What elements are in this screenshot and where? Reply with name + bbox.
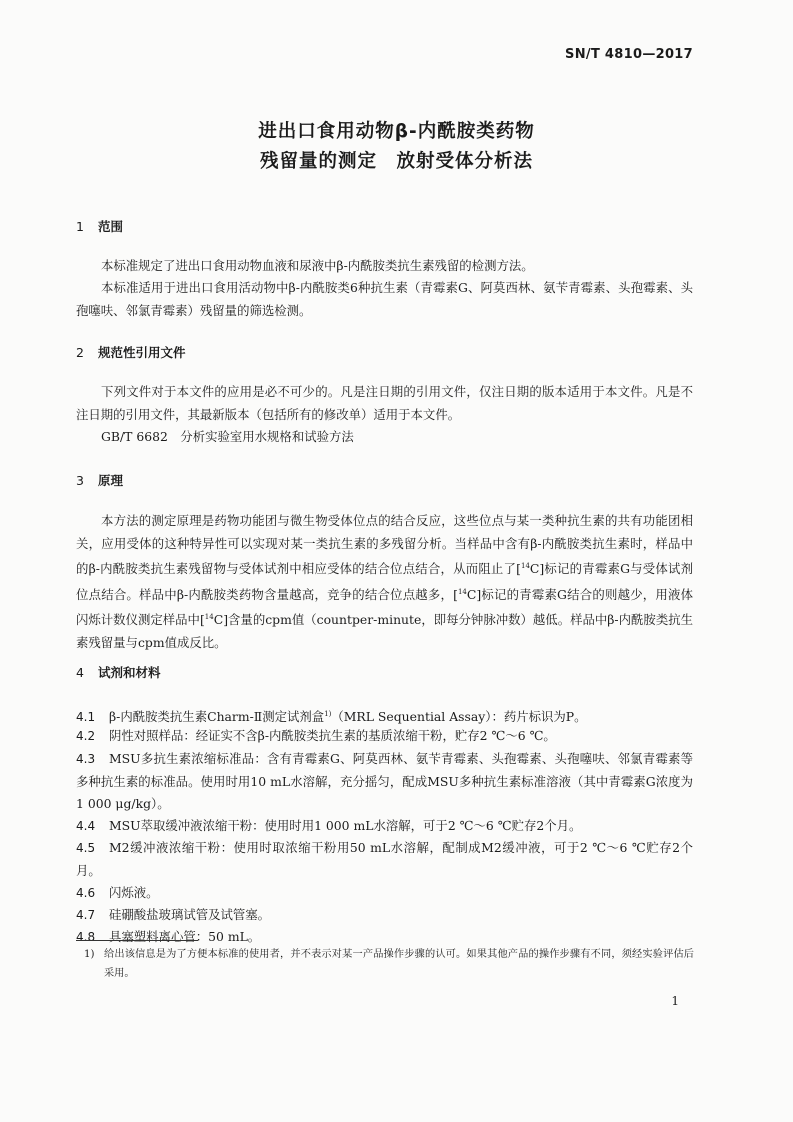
scope-paragraph-2: 本标准适用于进出口食用活动物中β-内酰胺类6种抗生素（青霉素G、阿莫西林、氨苄青霉素、头孢霉素、头孢噻呋、邻氯青霉素）残留量的筛选检测。 [76,280,693,318]
section-number: 4 [76,665,84,680]
reagent-item-4-8: 4.8 具塞塑料离心管：50 mL。 [76,929,261,944]
reagent-item-4-2: 4.2 阴性对照样品：经证实不含β-内酰胺类抗生素的基质浓缩干粉，贮存2 ℃～6 ℃。 [76,728,556,743]
scope-paragraph-1: 本标准规定了进出口食用动物血液和尿液中β-内酰胺类抗生素残留的检测方法。 [101,258,534,273]
reagent-item-4-7: 4.7 硅硼酸盐玻璃试管及试管塞。 [76,907,271,922]
principle-paragraph: 本方法的测定原理是药物功能团与微生物受体位点的结合反应，这些位点与某一类种抗生素的共有功能团相关，应用受体的这种特异性可以实现对某一类抗生素的多残留分析。当样品中含有β-内酰胺类抗生素时，样品中的β-内酰胺类抗生素残留物与受体试剂中相应受体的结合位点结合，从而阻止了[$^{14}$C]标记的青霉素G与受体试剂位点结合。样品中β-内酰胺类药物含量越高，竞争的结合位点越多，[$^{14}$C]标记的青霉素G结合的则越少，用液体闪烁计数仪测定样品中[$^{14}$C]含量的cpm值（countper-minute，即每分钟脉冲数）越低。样品中β-内酰胺类抗生素残留量与cpm值成反比。 [76,513,694,650]
section-2-heading [76,343,186,361]
reagent-item-4-3: 4.3 MSU多抗生素浓缩标准品：含有青霉素G、阿莫西林、氨苄青霉素、头孢霉素、头孢噻呋、邻氯青霉素等多种抗生素的标准品。使用时用10 mL水溶解，充分摇匀，配成MSU多种抗生素标准溶液（其中青霉素G浓度为1 000 μg/kg）。 [76,751,693,811]
reference-gbt-6682: GB/T 6682 分析实验室用水规格和试验方法 [101,429,354,444]
footnote-separator [76,940,198,941]
document-code: SN/T 4810—2017 [565,47,693,62]
footnote-number: 1) [84,949,95,960]
section-number: 3 [76,473,84,488]
section-title: 范围 [98,219,124,234]
section-title: 规范性引用文件 [98,345,186,360]
section-number: 1 [76,219,84,234]
section-4-heading [76,663,161,681]
page-number: 1 [671,994,679,1008]
reagent-item-4-6: 4.6 闪烁液。 [76,885,159,900]
section-3-heading [76,471,123,489]
normative-references-paragraph: 下列文件对于本文件的应用是必不可少的。凡是注日期的引用文件，仅注日期的版本适用于本文件。凡是不注日期的引用文件，其最新版本（包括所有的修改单）适用于本文件。 [76,384,693,422]
title-line-2: 残留量的测定 放射受体分析法 [259,151,533,172]
section-number: 2 [76,345,84,360]
reagent-item-4-5: 4.5 M2缓冲液浓缩干粉：使用时取浓缩干粉用50 mL水溶解，配制成M2缓冲液，可于2 ℃～6 ℃贮存2个月。 [76,840,693,878]
footnote [84,945,694,983]
reagent-item-4-4: 4.4 MSU萃取缓冲液浓缩干粉：使用时用1 000 mL水溶解，可于2 ℃～6 ℃贮存2个月。 [76,818,582,833]
footnote-text: 给出该信息是为了方便本标准的使用者，并不表示对某一产品操作步骤的认可。如果其他产品的操作步骤有不同，须经实验评估后采用。 [104,949,694,979]
reagent-item-4-1: 4.1 β-内酰胺类抗生素Charm-Ⅱ测定试剂盒$^{1)}$（MRL Sequential Assay）：药片标识为P。 [76,709,587,725]
section-1-heading [76,217,123,235]
title-line-1: 进出口食用动物β-内酰胺类药物 [258,121,535,142]
section-title: 试剂和材料 [98,665,161,680]
section-title: 原理 [98,473,124,488]
